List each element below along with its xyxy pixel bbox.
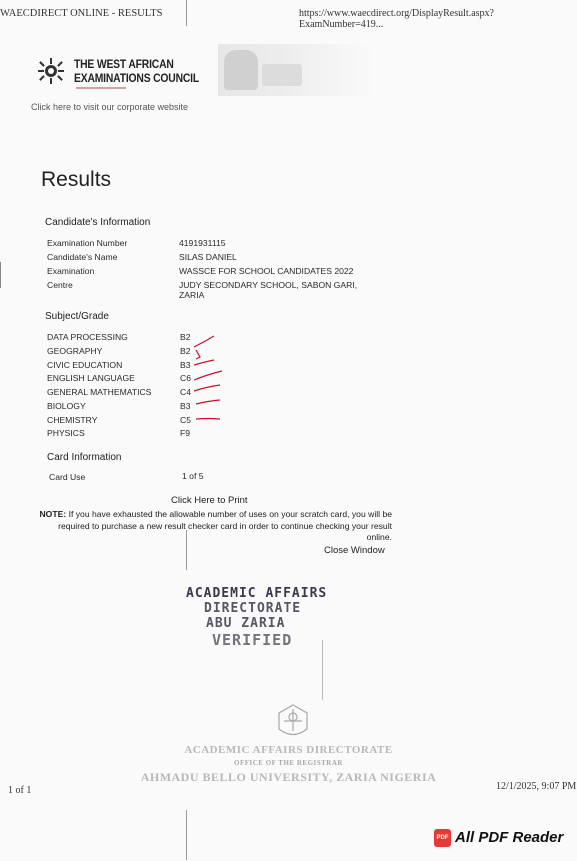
subject-grade: F9: [180, 428, 191, 438]
candidate-name-value: SILAS DANIEL: [179, 252, 237, 262]
note-text: If you have exhausted the allowable number of uses on your scratch card, you will be required to purchase a new result checker card in order to continue checking your result online.: [58, 509, 392, 542]
logo-title-line1: THE WEST AFRICAN: [74, 59, 174, 71]
logo-tagline-bar: [76, 87, 126, 89]
subject-grade: B3: [180, 401, 191, 411]
stamp-line4: VERIFIED: [212, 631, 293, 649]
subject-name: GENERAL MATHEMATICS: [47, 387, 152, 397]
examination-label: Examination: [47, 266, 95, 276]
print-datetime: 12/1/2025, 9:07 PM: [496, 781, 577, 792]
subject-name: PHYSICS: [47, 428, 85, 438]
examination-value: WASSCE FOR SCHOOL CANDIDATES 2022: [179, 266, 354, 276]
tick-mark: [196, 400, 220, 404]
candidate-info-heading: Candidate's Information: [45, 217, 151, 228]
subject-grade: C6: [180, 373, 191, 383]
subject-grade: B2: [180, 332, 191, 342]
subject-grade: B3: [180, 360, 191, 370]
browser-tab-title: WAECDIRECT ONLINE - RESULTS: [0, 8, 163, 19]
paper-crease-left: [0, 262, 1, 288]
note-label: NOTE:: [39, 509, 67, 519]
subject-name: CHEMISTRY: [47, 415, 98, 425]
card-info-heading: Card Information: [47, 452, 122, 463]
paper-crease: [322, 640, 323, 700]
corporate-website-link[interactable]: Click here to visit our corporate website: [31, 102, 189, 112]
tick-mark: [196, 419, 220, 420]
waec-emblem-icon: [34, 56, 68, 86]
abu-crest-icon: [276, 703, 310, 741]
verification-stamp: [186, 586, 356, 649]
logo-title-line2: EXAMINATIONS COUNCIL: [74, 73, 200, 85]
pdf-reader-watermark: All PDF Reader: [455, 829, 564, 846]
print-link[interactable]: Click Here to Print: [171, 495, 248, 506]
card-use-value: 1 of 5: [182, 471, 204, 481]
pdf-reader-badge-icon: PDF: [434, 829, 451, 847]
note-block: [36, 509, 392, 544]
footer-stamp-line2: OFFICE OF THE REGISTRAR: [234, 759, 343, 767]
subject-name: DATA PROCESSING: [47, 332, 128, 342]
banner-figure: [224, 50, 258, 90]
tick-mark: [194, 360, 214, 365]
subject-grade: C5: [180, 415, 191, 425]
handwritten-ticks: [190, 330, 230, 430]
card-use-label: Card Use: [49, 472, 86, 482]
centre-value: JUDY SECONDARY SCHOOL, SABON GARI, ZARIA: [179, 280, 358, 300]
subject-name: ENGLISH LANGUAGE: [47, 373, 135, 383]
subject-name: CIVIC EDUCATION: [47, 360, 123, 370]
tick-mark: [194, 385, 220, 391]
exam-number-value: 4191931115: [179, 238, 226, 248]
page-count: 1 of 1: [8, 785, 32, 796]
tick-mark: [196, 350, 200, 359]
banner-figure: [262, 64, 302, 86]
stamp-line1: ACADEMIC AFFAIRS: [186, 586, 328, 601]
stamp-line2: DIRECTORATE: [204, 601, 302, 616]
footer-stamp-line3: AHMADU BELLO UNIVERSITY, ZARIA NIGERIA: [140, 770, 437, 784]
paper-crease: [186, 0, 187, 26]
close-window-link[interactable]: Close Window: [324, 545, 385, 556]
waec-logo[interactable]: [34, 56, 68, 91]
exam-number-label: Examination Number: [47, 238, 128, 248]
subject-grade-heading: Subject/Grade: [45, 311, 109, 322]
candidate-name-label: Candidate's Name: [47, 252, 118, 262]
subject-grade: C4: [180, 387, 191, 397]
subject-name: GEOGRAPHY: [47, 346, 103, 356]
subject-grade: B2: [180, 346, 191, 356]
browser-url: https://www.waecdirect.org/DisplayResult.aspx?ExamNumber=419...: [299, 8, 494, 30]
tick-mark: [194, 371, 222, 380]
footer-stamp-line1: ACADEMIC AFFAIRS DIRECTORATE: [184, 744, 393, 756]
subject-name: BIOLOGY: [47, 401, 86, 411]
tick-mark: [194, 336, 214, 347]
stamp-line3: ABU ZARIA: [206, 616, 286, 631]
page-title: Results: [41, 168, 112, 191]
centre-label: Centre: [47, 280, 73, 290]
paper-crease: [186, 810, 187, 860]
banner-image: [218, 44, 378, 96]
